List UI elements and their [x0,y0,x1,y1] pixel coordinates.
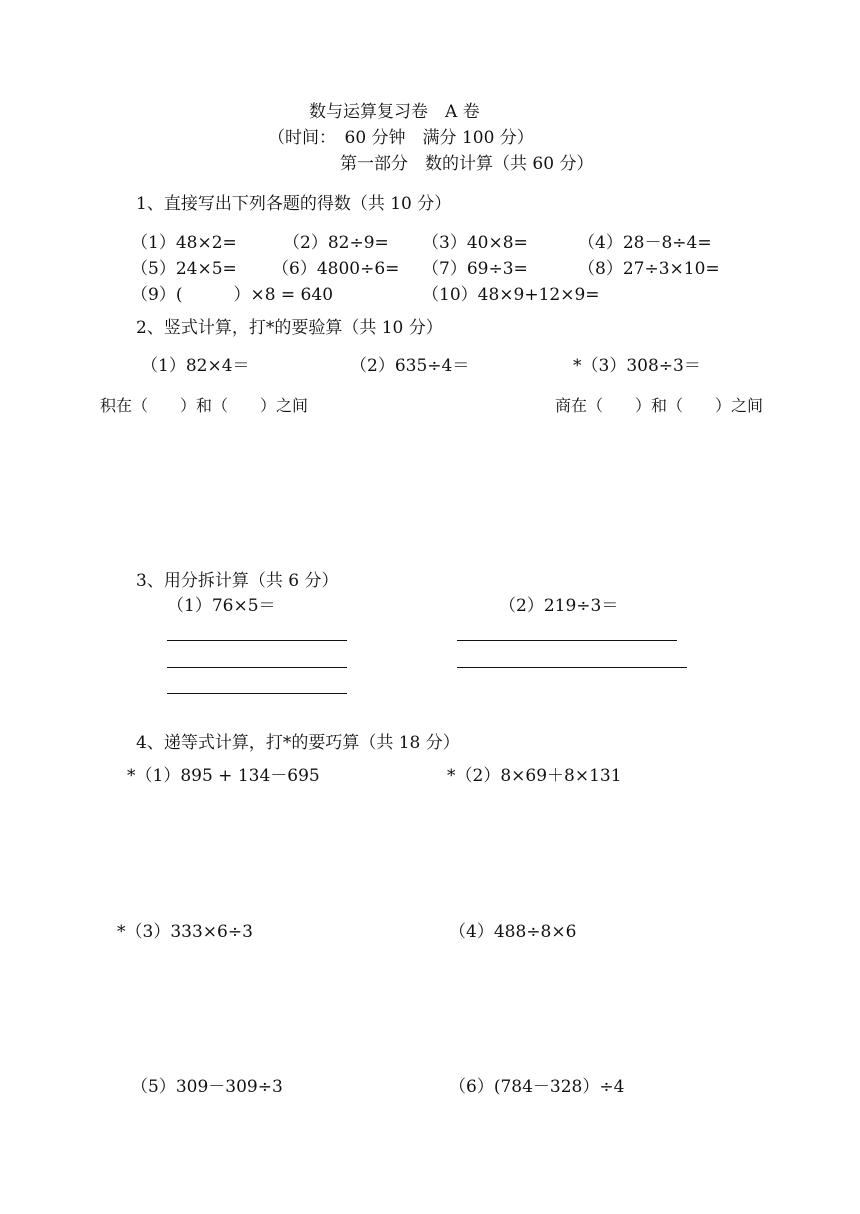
q2-item: *（3）308÷3＝ [573,356,701,376]
q4-item: *（3）333×6÷3 [117,922,253,942]
q2-note-left: 积在（ ）和（ ）之间 [100,396,309,415]
q1-item: （7）69÷3= [422,259,528,279]
q2-item: （1）82×4＝ [141,356,250,376]
q4-item: *（1）895 + 134－695 [127,766,320,786]
q3-title: 3、用分拆计算（共 6 分） [136,571,339,591]
page-title: 数与运算复习卷 A 卷 [309,102,480,122]
q1-item: （2）82÷9= [283,233,389,253]
q2-item: （2）635÷4＝ [350,356,470,376]
q1-item: （6）4800÷6= [272,259,400,279]
answer-line [457,640,677,641]
q4-item: （6）(784－328）÷4 [449,1077,625,1097]
q1-item: （3）40×8= [422,233,528,253]
time-info: （时间： 60 分钟 满分 100 分） [268,128,534,148]
answer-line [457,667,687,668]
q1-item: （10）48×9+12×9= [422,285,600,305]
answer-line [167,640,347,641]
q1-item: （9）( ）×8 = 640 [131,285,334,305]
q1-item: （4）28－8÷4= [578,233,712,253]
answer-line [167,693,347,694]
q4-title: 4、递等式计算，打*的要巧算（共 18 分） [136,733,460,753]
part-title: 第一部分 数的计算（共 60 分） [340,154,594,174]
q2-title: 2、竖式计算，打*的要验算（共 10 分） [136,318,443,338]
answer-line [167,667,347,668]
q4-item: （5）309－309÷3 [131,1077,283,1097]
q1-item: （8）27÷3×10= [578,259,720,279]
q1-item: （1）48×2= [131,233,237,253]
q4-item: *（2）8×69＋8×131 [447,766,622,786]
q3-item: （2）219÷3＝ [499,596,619,616]
q2-note-right: 商在（ ）和（ ）之间 [555,396,764,415]
q1-title: 1、直接写出下列各题的得数（共 10 分） [136,194,452,214]
q3-item: （1）76×5＝ [167,596,276,616]
q4-item: （4）488÷8×6 [449,922,577,942]
q1-item: （5）24×5= [131,259,237,279]
